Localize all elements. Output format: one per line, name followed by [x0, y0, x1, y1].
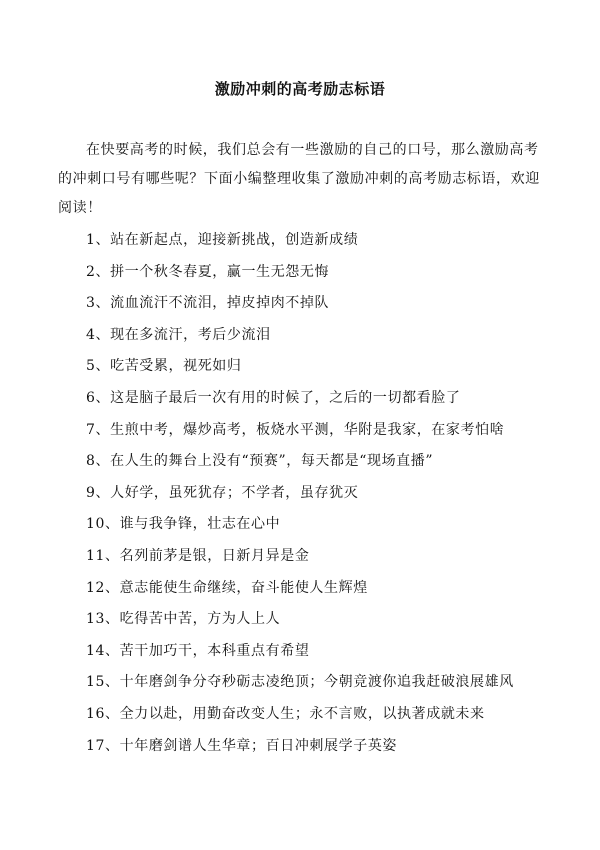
list-item: 9、人好学，虽死犹存；不学者，虽存犹灭 [86, 484, 359, 501]
list-item: 16、全力以赴，用勤奋改变人生；永不言败，以执著成就未来 [86, 705, 485, 722]
slogan-list [58, 225, 542, 762]
list-item: 12、意志能使生命继续，奋斗能使人生辉煌 [86, 579, 368, 596]
page-title: 激励冲刺的高考励志标语 [214, 80, 386, 98]
list-item: 2、拼一个秋冬春夏，赢一生无怨无悔 [86, 263, 330, 280]
intro-paragraph: 在快要高考的时候，我们总会有一些激励的自己的口号，那么激励高考的冲刺口号有哪些呢？下面小编整理收集了激励冲刺的高考励志标语，欢迎阅读！ [58, 142, 540, 216]
list-item: 7、生煎中考，爆炒高考，板烧水平测，华附是我家，在家考怕啥 [86, 421, 505, 438]
list-item: 8、在人生的舞台上没有“预赛”，每天都是“现场直播” [86, 453, 434, 470]
list-item: 6、这是脑子最后一次有用的时候了，之后的一切都看脸了 [86, 389, 461, 406]
list-item: 3、流血流汗不流泪，掉皮掉肉不掉队 [86, 295, 330, 312]
list-item: 14、苦干加巧干，本科重点有希望 [86, 642, 310, 659]
list-item: 10、谁与我争锋，壮志在心中 [86, 516, 281, 533]
list-item: 1、站在新起点，迎接新挑战，创造新成绩 [86, 232, 359, 248]
list-item: 13、吃得苦中苦，方为人上人 [86, 611, 281, 628]
list-item: 5、吃苦受累，视死如归 [86, 358, 242, 375]
list-item: 17、十年磨剑谱人生华章；百日冲刺展学子英姿 [86, 737, 398, 754]
list-item: 15、十年磨剑争分夺秒砺志凌绝顶；今朝竞渡你追我赶破浪展雄风 [86, 674, 514, 691]
list-item: 4、现在多流汗，考后少流泪 [86, 326, 271, 343]
list-item: 11、名列前茅是银，日新月异是金 [86, 547, 310, 564]
